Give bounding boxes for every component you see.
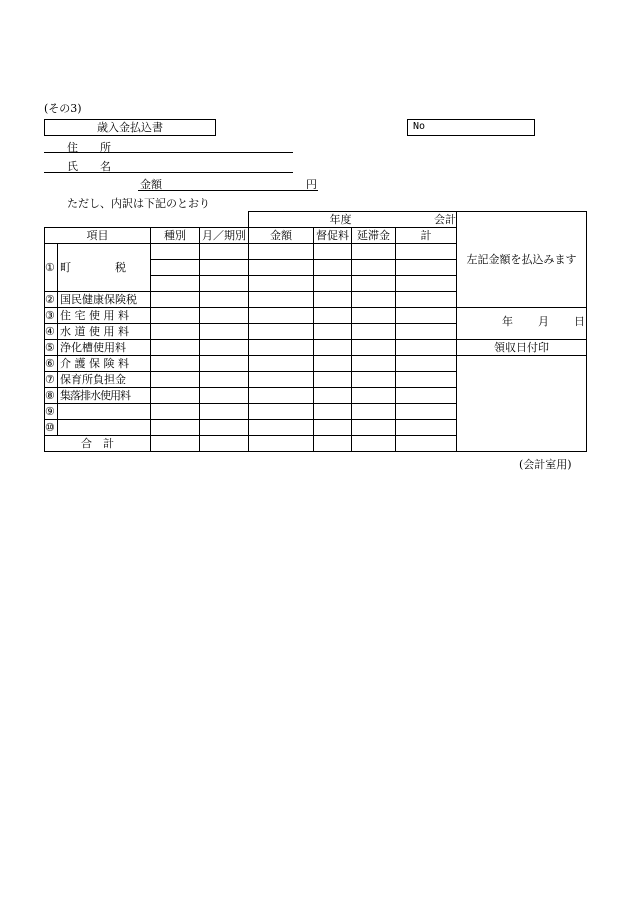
cell-period[interactable] [200,372,249,388]
item-label[interactable] [58,404,151,420]
cell-type[interactable] [151,420,200,436]
item-label: 保育所負担金 [58,372,151,388]
item-label: 介 護 保 険 料 [58,356,151,372]
cell-amount[interactable] [249,404,314,420]
cell-reminder-fee[interactable] [314,404,352,420]
account-label: 会計 [434,213,456,226]
cell-reminder-fee[interactable] [314,244,352,260]
total-reminder-fee[interactable] [314,436,352,452]
col-header-period: 月／期別 [200,228,249,244]
fiscal-year-cell[interactable] [249,212,352,228]
cell-type[interactable] [151,324,200,340]
cell-late-fee[interactable] [352,292,396,308]
total-late-fee[interactable] [352,436,396,452]
cell-reminder-fee[interactable] [314,292,352,308]
date-month: 月 [538,315,549,328]
cell-type[interactable] [151,404,200,420]
item-label: 町 税 [58,244,151,292]
sheet-number: (その3) [44,102,82,115]
cell-late-fee[interactable] [352,404,396,420]
cell-amount[interactable] [249,388,314,404]
fiscal-year-label: 年度 [329,213,352,226]
cell-late-fee[interactable] [352,260,396,276]
col-header-amount: 金額 [249,228,314,244]
cell-reminder-fee[interactable] [314,388,352,404]
yen-label: 円 [306,178,317,191]
item-number: ⑤ [45,340,58,356]
cell-late-fee[interactable] [352,340,396,356]
cell-total[interactable] [396,244,457,260]
col-header-type: 種別 [151,228,200,244]
cell-total[interactable] [396,340,457,356]
account-cell[interactable] [352,212,457,228]
cell-amount[interactable] [249,420,314,436]
cell-amount[interactable] [249,260,314,276]
cell-amount[interactable] [249,372,314,388]
office-use-label: (会計室用) [519,458,572,471]
item-label: 住 宅 使 用 料 [58,308,151,324]
cell-type[interactable] [151,260,200,276]
cell-late-fee[interactable] [352,244,396,260]
cell-late-fee[interactable] [352,420,396,436]
item-label: 水 道 使 用 料 [58,324,151,340]
cell-period[interactable] [200,356,249,372]
cell-total[interactable] [396,356,457,372]
col-header-item: 項目 [45,228,151,244]
cell-amount[interactable] [249,244,314,260]
cell-type[interactable] [151,388,200,404]
cell-reminder-fee[interactable] [314,372,352,388]
item-number: ③ [45,308,58,324]
cell-period[interactable] [200,340,249,356]
blank-corner [45,212,249,228]
cell-type[interactable] [151,340,200,356]
item-label: 浄化槽使用料 [58,340,151,356]
cell-period[interactable] [200,292,249,308]
item-label: 集落排水使用料 [58,388,151,404]
title-box [44,119,216,136]
cell-late-fee[interactable] [352,308,396,324]
col-header-reminder-fee: 督促料 [314,228,352,244]
total-total[interactable] [396,436,457,452]
cell-type[interactable] [151,372,200,388]
number-box[interactable] [407,119,535,136]
document-title: 歳入金払込書 [97,121,163,134]
cell-late-fee[interactable] [352,324,396,340]
name-label: 氏 名 [67,160,111,173]
date-day: 日 [574,315,585,328]
cell-period[interactable] [200,324,249,340]
col-header-total: 計 [396,228,457,244]
cell-reminder-fee[interactable] [314,340,352,356]
cell-type[interactable] [151,356,200,372]
total-type[interactable] [151,436,200,452]
cell-amount[interactable] [249,340,314,356]
cell-period[interactable] [200,420,249,436]
total-period[interactable] [200,436,249,452]
cell-type[interactable] [151,308,200,324]
cell-amount[interactable] [249,308,314,324]
item-number: ⑩ [45,420,58,436]
breakdown-table [44,211,587,452]
item-number: ① [45,244,58,292]
cell-total[interactable] [396,404,457,420]
date-year: 年 [502,315,513,328]
cell-total[interactable] [396,420,457,436]
cell-late-fee[interactable] [352,276,396,292]
cell-period[interactable] [200,260,249,276]
address-field[interactable] [44,152,293,153]
cell-total[interactable] [396,292,457,308]
item-label[interactable] [58,420,151,436]
grand-total-label: 合 計 [45,436,151,452]
cell-total[interactable] [396,260,457,276]
cell-reminder-fee[interactable] [314,356,352,372]
cell-late-fee[interactable] [352,372,396,388]
cell-amount[interactable] [249,356,314,372]
pay-statement: 左記金額を払込みます [466,253,577,266]
address-label: 住 所 [67,141,111,154]
cell-total[interactable] [396,324,457,340]
number-label: No [413,121,426,132]
item-number: ⑦ [45,372,58,388]
cell-period[interactable] [200,244,249,260]
pay-statement-cell [457,212,587,308]
cell-reminder-fee[interactable] [314,420,352,436]
cell-reminder-fee[interactable] [314,260,352,276]
cell-total[interactable] [396,388,457,404]
cell-period[interactable] [200,404,249,420]
receipt-stamp-label: 領収日付印 [457,340,587,356]
date-cell[interactable] [457,308,587,340]
cell-total[interactable] [396,308,457,324]
cell-late-fee[interactable] [352,356,396,372]
amount-field[interactable] [138,190,318,191]
item-number: ⑨ [45,404,58,420]
amount-label: 金額 [140,178,162,191]
cell-reminder-fee[interactable] [314,324,352,340]
name-field[interactable] [44,172,293,173]
cell-period[interactable] [200,388,249,404]
cell-type[interactable] [151,244,200,260]
cell-late-fee[interactable] [352,388,396,404]
receipt-stamp-area[interactable] [457,356,587,452]
cell-type[interactable] [151,276,200,292]
item-number: ② [45,292,58,308]
cell-reminder-fee[interactable] [314,276,352,292]
cell-reminder-fee[interactable] [314,308,352,324]
cell-total[interactable] [396,276,457,292]
cell-amount[interactable] [249,276,314,292]
cell-period[interactable] [200,276,249,292]
cell-total[interactable] [396,372,457,388]
item-label: 国民健康保険税 [58,292,151,308]
item-number: ⑧ [45,388,58,404]
col-header-late-fee: 延滞金 [352,228,396,244]
cell-type[interactable] [151,292,200,308]
breakdown-note: ただし、内訳は下記のとおり [67,197,210,210]
cell-amount[interactable] [249,292,314,308]
total-amount[interactable] [249,436,314,452]
item-number: ④ [45,324,58,340]
cell-amount[interactable] [249,324,314,340]
item-number: ⑥ [45,356,58,372]
cell-period[interactable] [200,308,249,324]
